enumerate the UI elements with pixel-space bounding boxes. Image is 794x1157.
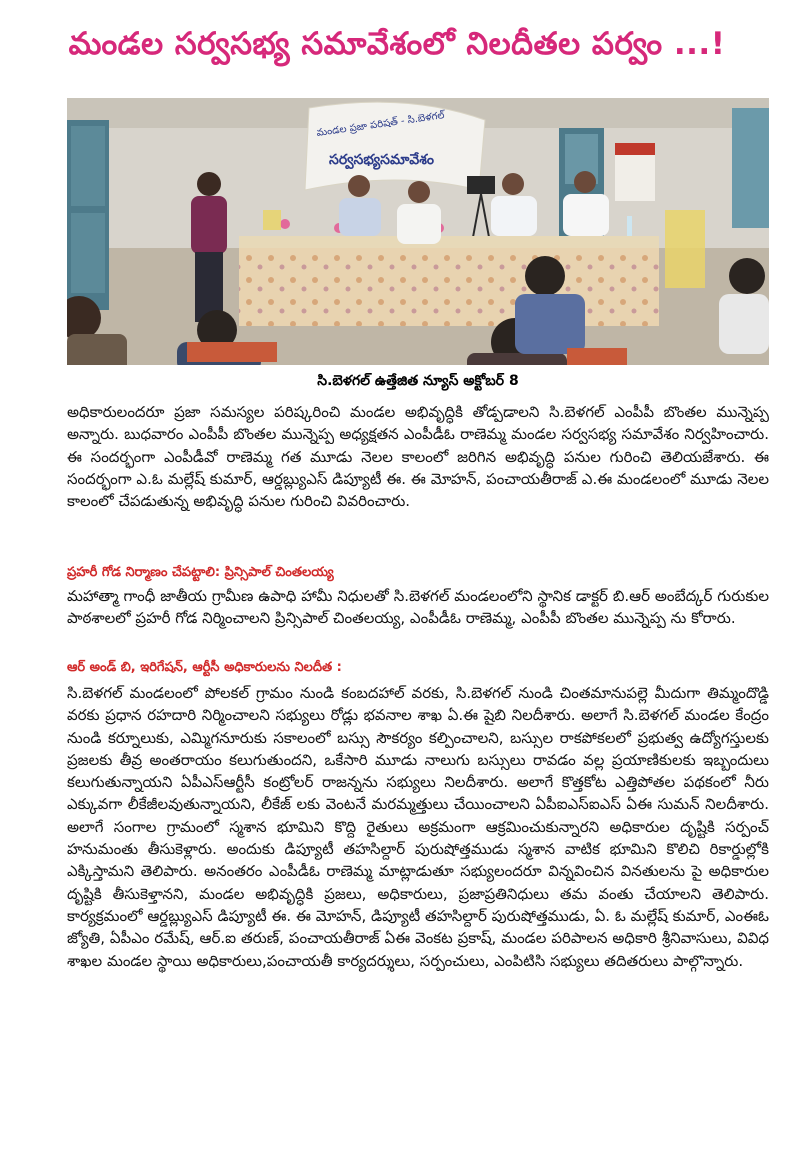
meeting-photo: [67, 98, 769, 365]
dateline: సి.బెళగల్ ఉత్తేజిత న్యూస్ అక్టోబర్ 8: [317, 373, 519, 389]
paragraph-2: మహాత్మా గాంధీ జాతీయ గ్రామీణ ఉపాధి హామీ నిధులతో సి.బెళగల్ మండలంలోని స్థానిక డాక్టర్ బి.ఆర్ అంబేద్కర్ గురుకుల పాఠశాలలో ప్రహరీ గోడ నిర్మించాలని ప్రిన్సిపాల్ చింతలయ్య, ఎంపీడీఓ రాణెమ్మ, ఎంపీపీ బొంతల మున్నెప్ప ను కోరారు.: [67, 587, 769, 628]
banner-text-main: సర్వసభ్యసమావేశం: [329, 152, 435, 168]
paragraph-1: అధికారులందరూ ప్రజా సమస్యల పరిష్కరించి మండల అభివృద్ధికి తోడ్పడాలని సి.బెళగల్ ఎంపీపీ బొంతల మున్నెప్ప అన్నారు. బుధవారం ఎంపీపీ బొంతల మున్నెప్ప అధ్యక్షతన ఎంపీడీఓ రాణెమ్మ మండల సర్వసభ్య సమావేశం నిర్వహించారు. ఈ సందర్భంగా ఎంపీడీవో రాణెమ్మ గత మూడు నెలల కాలంలో జరిగిన అభివృద్ధి పనుల గురించి తెలియజేశారు. ఈ సందర్భంగా ఎ.ఓ మల్లేష్ కుమార్, ఆర్డబ్ల్యుఎస్ డిప్యూటీ ఈ. ఈ మోహన్, పంచాయతీరాజ్ ఎ.ఈ మండలంలో మూడు నెలల కాలంలో చేపడుతున్న అభివృద్ధి పనుల గురించి వివరించారు.: [67, 403, 769, 511]
banner-text-top: మండల ప్రజా పరిషత్ - సి.బెళగల్: [315, 110, 446, 139]
paragraph-3: సి.బెళగల్ మండలంలో పోలకల్ గ్రామం నుండి కంబదహాల్ వరకు, సి.బెళగల్ నుండి చింతమానుపల్లె మీదుగా తిమ్మందొడ్డి వరకు ప్రధాన రహదారి నిర్మించాలని సభ్యులు రోడ్లు భవనాల శాఖ ఏ.ఈ షైబి నిలదీశారు. అలాగే సి.బెళగల్ మండల కేంద్రం నుండి కర్నూలుకు, ఎమ్మిగనూరుకు సకాలంలో బస్సు సౌకర్యం కల్పించాలని, బస్సుల రాకపోకలలో ప్రభుత్వ ఉద్యోగస్తులకు ప్రజలకు తీవ్ర అంతరాయం కలుగుతుందని, ఒకేసారి మూడు నాలుగు బస్సులు రావడం వల్ల ప్రయాణికులకు ఇబ్బందులు కలుగుతున్నాయని ఏపీఎస్ఆర్టీసీ కంట్రోలర్ రాజన్నను సభ్యులు నిలదీశారు. అలాగే కొత్తకోట ఎత్తిపోతల పథకంలో నీరు ఎక్కువగా లీకేజీలవుతున్నాయని, లీకేజ్ లకు వెంటనే మరమ్మత్తులు చేయించాలని ఏపీఐఎస్ఐఎస్ ఏఈ సుమన్ నిలదీశారు. అలాగే సంగాల గ్రామంలో స్మశాన భూమిని కొద్ది రైతులు అక్రమంగా ఆక్రమించుకున్నారని అధికారుల దృష్టికి సర్పంచ్ హనుమంతు తీసుకెళ్లారు. అందుకు డిప్యూటీ తహసిల్దార్ పురుషోత్తముడు స్మశాన వాటిక భూమిని కొలిచి రికార్డుల్లోకి ఎక్కిస్తామని తెలిపారు. అనంతరం ఎంపీడీఓ రాణెమ్మ మాట్లాడుతూ సభ్యులందరూ విన్నవించిన వినతులను పై అధికారుల దృష్టికి తీసుకెళ్తానని, మండల అభివృద్ధికి ప్రజలు, అధికారులు, ప్రజాప్రతినిధులు తమ వంతు చేయాలని తెలిపారు. కార్యక్రమంలో ఆర్డబ్ల్యుఎస్ డిప్యూటీ ఈ. ఈ మోహన్, డిప్యూటీ తహసిల్దార్ పురుషోత్తముడు, ఏ. ఓ మల్లేష్ కుమార్, ఎంఈఓ జ్యోతి, ఏపీఎం రమేష్, ఆర్.ఐ తరుణ్, పంచాయతీరాజ్ ఏఈ వెంకట ప్రకాష్, మండల పరిపాలన అధికారి శ్రీనివాసులు, వివిధ శాఖల మండల స్థాయి అధికారులు,పంచాయతీ కార్యదర్శులు, సర్పంచులు, ఎంపిటిసి సభ్యులు తదితరులు పాల్గొన్నారు.: [67, 684, 769, 970]
article-headline: మండల సర్వసభ్య సమావేశంలో నిలదీతల పర్వం ...!: [68, 26, 726, 62]
subheading-1: ప్రహరీ గోడ నిర్మాణం చేపట్టాలి: ప్రిన్సిపాల్ చింతలయ్య: [67, 565, 334, 580]
subheading-2: ఆర్ అండ్ బి, ఇరిగేషన్, ఆర్టీసీ అధికారులను నిలదీత :: [67, 660, 342, 675]
meeting-banner: [305, 102, 485, 190]
